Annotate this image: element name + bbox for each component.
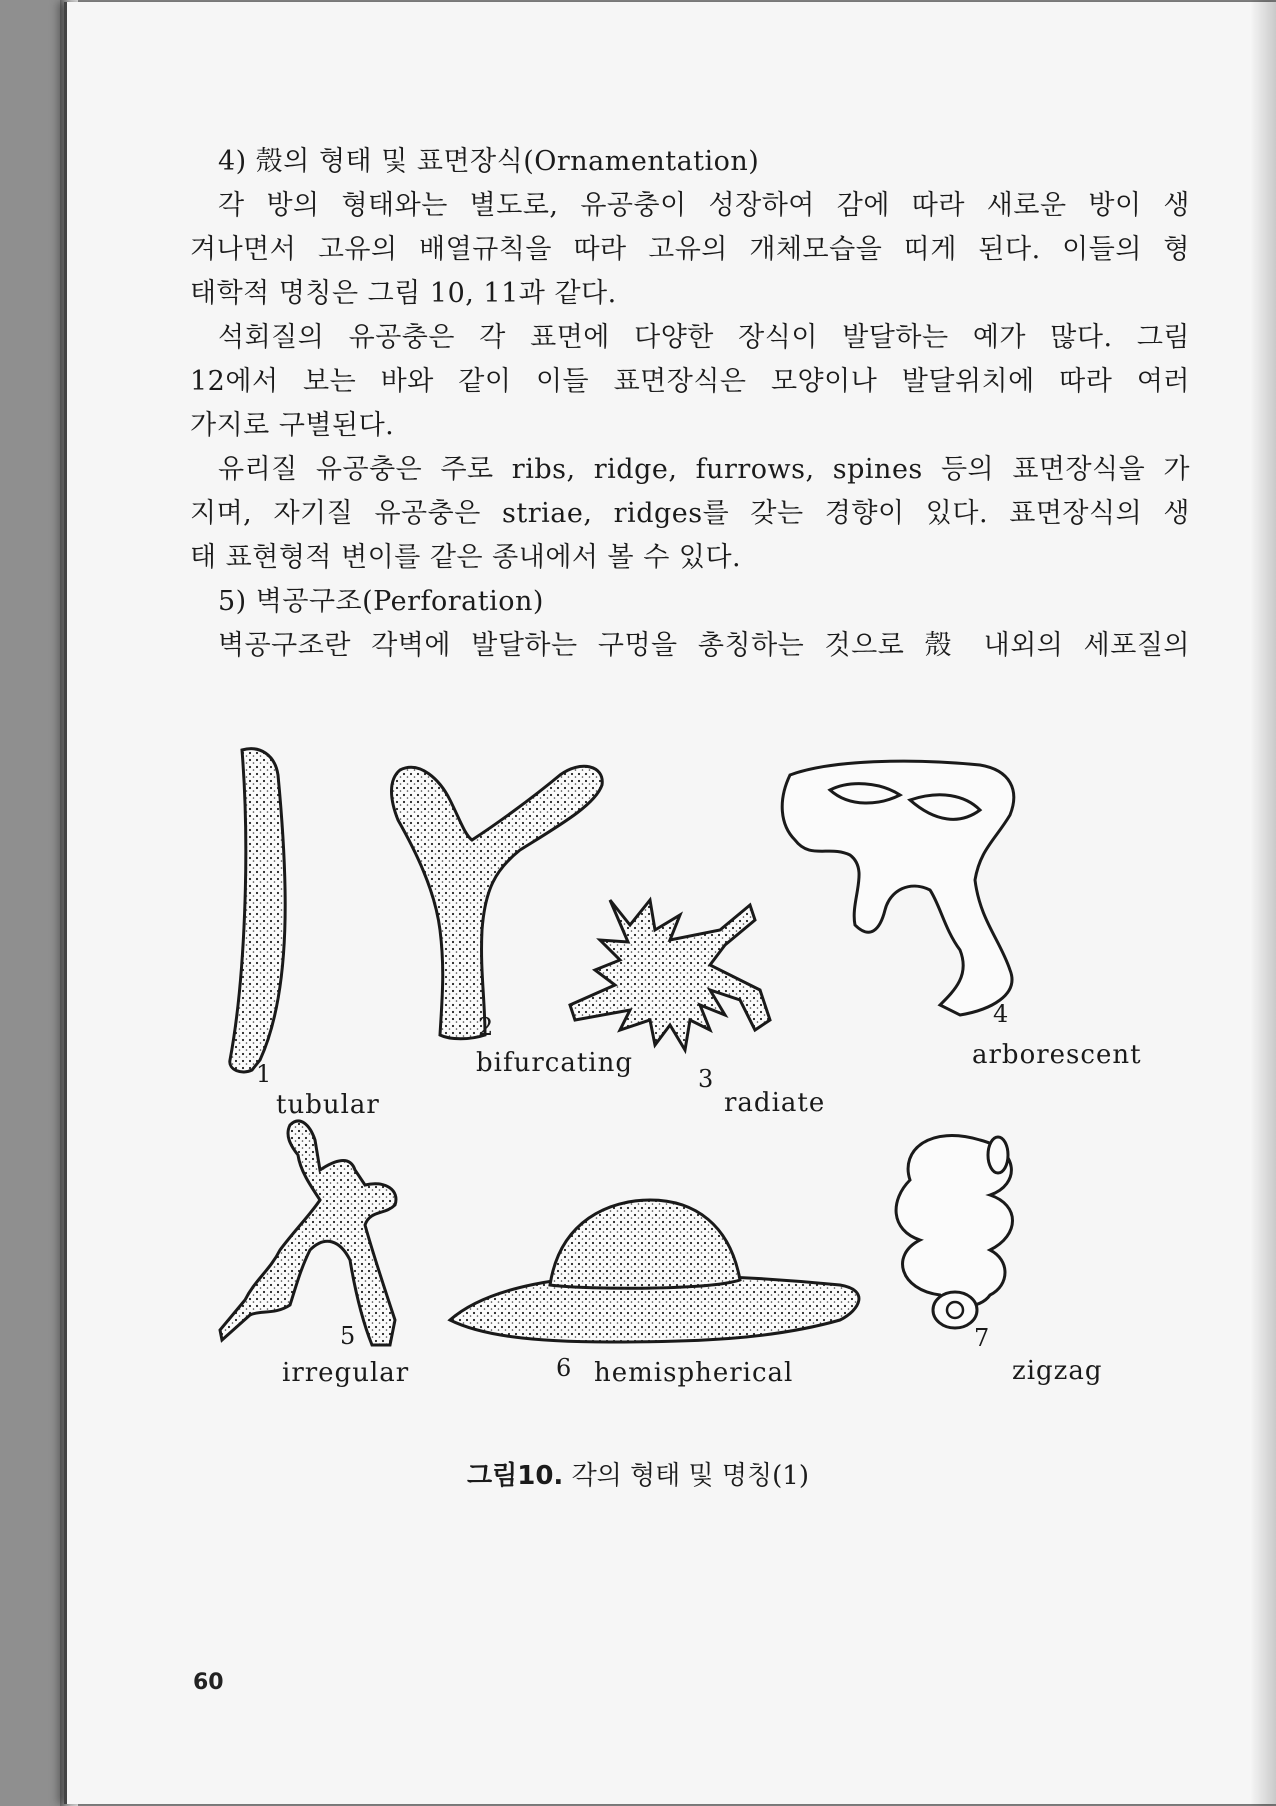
figure-label-tubular: tubular	[276, 1090, 380, 1120]
paragraph-line: 겨나면서 고유의 배열규칙을 따라 고유의 개체모습을 띠게 된다. 이들의 형	[190, 234, 1190, 265]
figure-caption	[0, 1455, 1276, 1492]
paragraph-line: 가지로 구별된다.	[190, 410, 395, 441]
bifurcating-test-drawing	[392, 766, 603, 1038]
paragraph-line: 유리질 유공충은 주로 ribs, ridge, furrows, spines 등의 표면장식을 가	[218, 454, 1190, 485]
hemispherical-test-drawing	[450, 1200, 859, 1342]
figure-number: 1	[256, 1060, 272, 1088]
section-heading-ornamentation: 4) 殼의 형태 및 표면장식(Ornamentation)	[218, 146, 760, 177]
paragraph-line: 태학적 명칭은 그림 10, 11과 같다.	[190, 278, 617, 309]
figure-label-zigzag: zigzag	[1012, 1356, 1103, 1386]
figure-label-radiate: radiate	[724, 1088, 826, 1118]
page-number: 60	[193, 1670, 224, 1695]
section-heading-perforation: 5) 벽공구조(Perforation)	[218, 586, 544, 617]
figure-label-bifurcating: bifurcating	[476, 1048, 633, 1078]
figure-label-irregular: irregular	[282, 1358, 410, 1388]
paragraph-line: 각 방의 형태와는 별도로, 유공충이 성장하여 감에 따라 새로운 방이 생	[218, 190, 1190, 221]
irregular-test-drawing	[220, 1121, 396, 1345]
figure-number: 5	[340, 1322, 356, 1350]
page-edge-shade	[1250, 0, 1276, 1806]
radiate-test-drawing	[570, 900, 770, 1050]
paragraph-line: 지며, 자기질 유공충은 striae, ridges를 갖는 경향이 있다. 표면장식의 생	[190, 498, 1190, 529]
figure-number: 2	[478, 1013, 494, 1041]
caption-prefix: 그림10.	[467, 1461, 564, 1491]
figure-number: 7	[974, 1324, 990, 1352]
zigzag-test-drawing	[896, 1136, 1012, 1328]
arborescent-test-drawing	[782, 761, 1014, 1015]
figure-number: 4	[993, 1000, 1009, 1028]
figure-10	[150, 730, 1210, 1450]
caption-text: 각의 형태 및 명칭(1)	[571, 1461, 809, 1491]
body-text	[190, 140, 1190, 668]
paragraph-line: 벽공구조란 각벽에 발달하는 구멍을 총칭하는 것으로 殼 내외의 세포질의	[218, 630, 1190, 661]
paragraph-line: 12에서 보는 바와 같이 이들 표면장식은 모양이나 발달위치에 따라 여러	[190, 366, 1190, 397]
figure-number: 3	[698, 1065, 714, 1093]
paragraph-line: 석회질의 유공충은 각 표면에 다양한 장식이 발달하는 예가 많다. 그림	[218, 322, 1190, 353]
figure-label-arborescent: arborescent	[972, 1040, 1142, 1070]
figure-label-hemispherical: hemispherical	[594, 1358, 794, 1388]
tubular-test-drawing	[230, 749, 285, 1072]
paragraph-line: 태 표현형적 변이를 같은 종내에서 볼 수 있다.	[190, 542, 742, 573]
figure-number: 6	[556, 1354, 572, 1382]
